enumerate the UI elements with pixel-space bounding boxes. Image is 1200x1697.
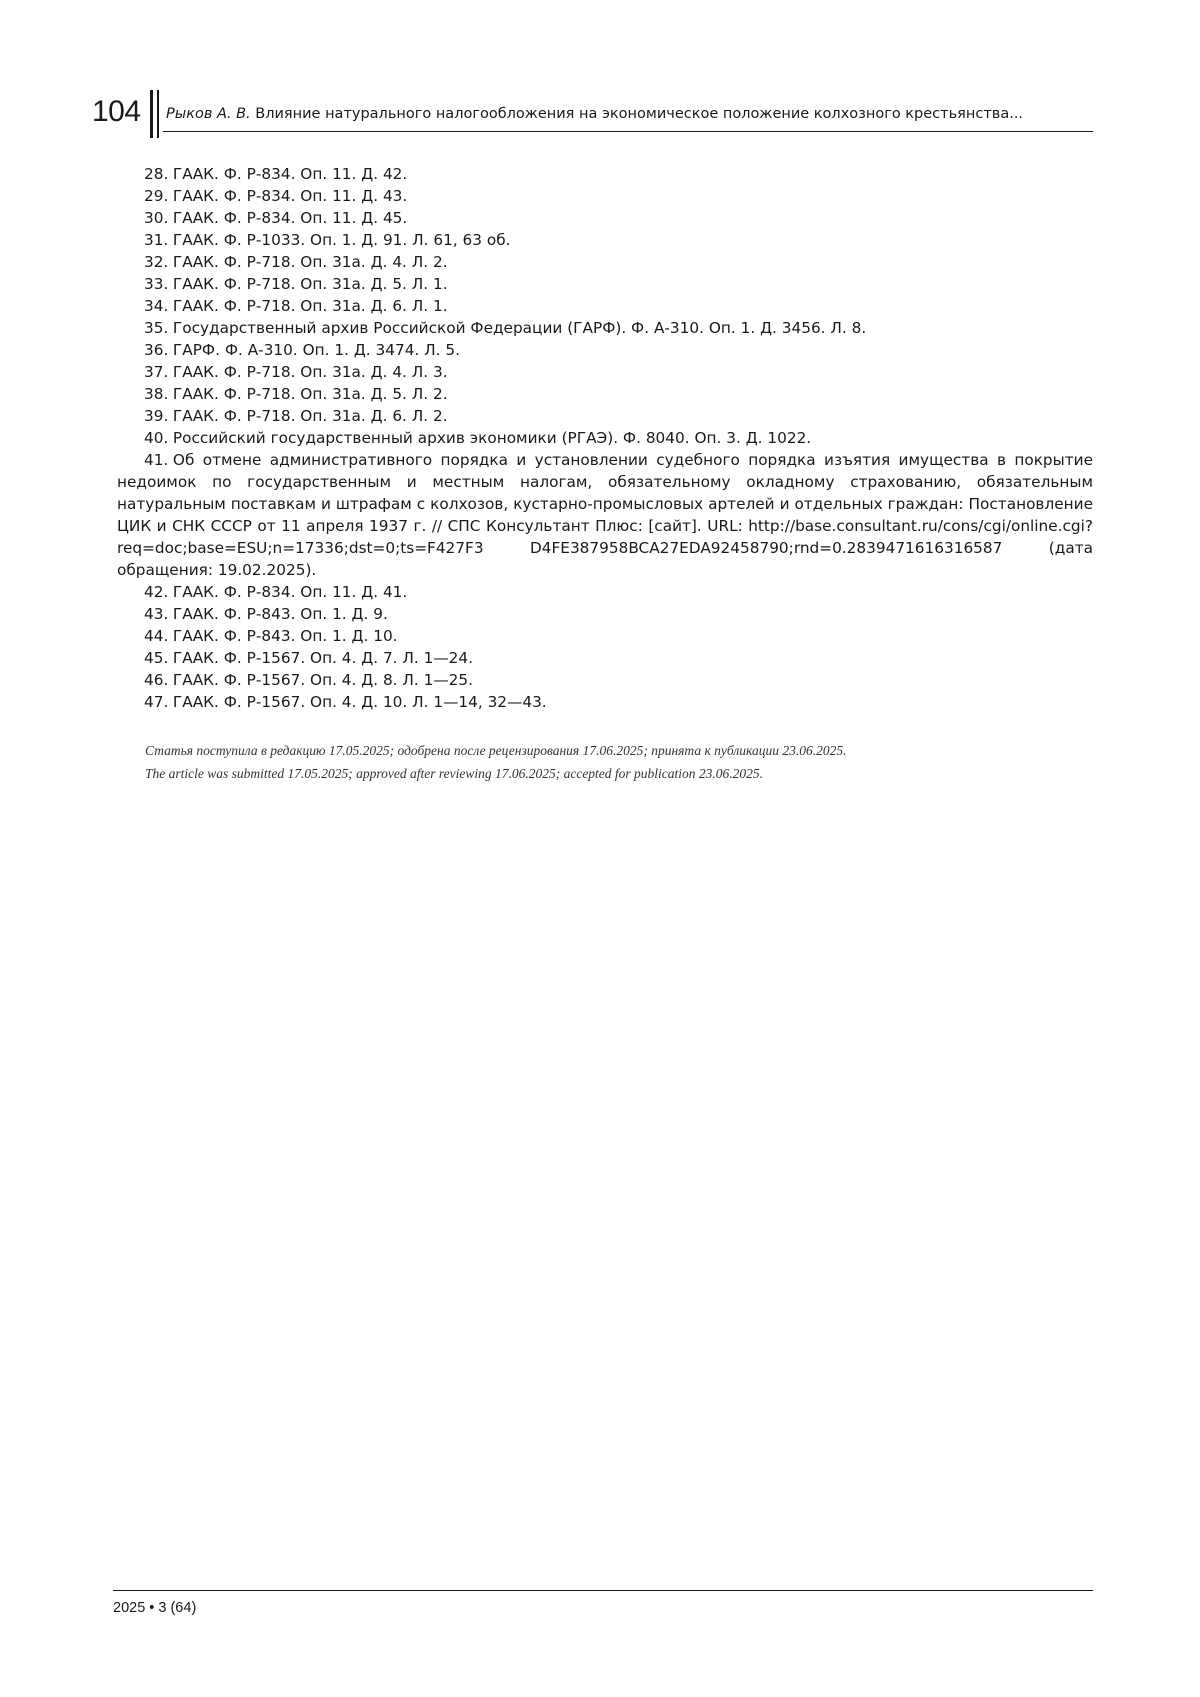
reference-number: 44. (144, 627, 169, 645)
reference-item (117, 603, 1093, 625)
reference-number: 33. (144, 275, 169, 293)
reference-number: 41. (144, 451, 169, 469)
reference-number: 46. (144, 671, 169, 689)
reference-item (117, 229, 1093, 251)
reference-item (117, 581, 1093, 603)
reference-item (117, 273, 1093, 295)
reference-number: 34. (144, 297, 169, 315)
reference-item (117, 317, 1093, 339)
reference-text: ГААК. Ф. Р-834. Оп. 11. Д. 43. (172, 187, 408, 205)
reference-number: 36. (144, 341, 169, 359)
running-head (166, 103, 1091, 125)
article-dates (145, 739, 1095, 785)
reference-text: ГААК. Ф. Р-843. Оп. 1. Д. 10. (172, 627, 398, 645)
reference-item (117, 207, 1093, 229)
page-number: 104 (92, 95, 141, 128)
reference-text: ГААК. Ф. Р-718. Оп. 31а. Д. 5. Л. 1. (172, 275, 448, 293)
reference-item (117, 669, 1093, 691)
header-divider-bar-thin (157, 90, 159, 138)
reference-item (117, 295, 1093, 317)
reference-item (117, 383, 1093, 405)
reference-item (117, 163, 1093, 185)
reference-text: ГААК. Ф. Р-1033. Оп. 1. Д. 91. Л. 61, 63 об. (172, 231, 511, 249)
reference-item (117, 691, 1093, 713)
reference-number: 45. (144, 649, 169, 667)
reference-text: ГААК. Ф. Р-718. Оп. 31а. Д. 6. Л. 1. (172, 297, 448, 315)
reference-number: 43. (144, 605, 169, 623)
article-dates-en: The article was submitted 17.05.2025; approved after reviewing 17.06.2025; accepted for publication 23.06.2025. (145, 766, 764, 781)
reference-text: ГААК. Ф. Р-1567. Оп. 4. Д. 10. Л. 1—14, 32—43. (172, 693, 547, 711)
running-head-author: Рыков А. В. (166, 106, 251, 122)
reference-text: ГААК. Ф. Р-718. Оп. 31а. Д. 6. Л. 2. (172, 407, 448, 425)
reference-number: 29. (144, 187, 169, 205)
reference-text: ГААК. Ф. Р-834. Оп. 11. Д. 42. (172, 165, 408, 183)
footer-issue: 2025 • 3 (64) (113, 1600, 197, 1616)
reference-number: 30. (144, 209, 169, 227)
reference-item (117, 361, 1093, 383)
reference-text: Государственный архив Российской Федерации (ГАРФ). Ф. А-310. Оп. 1. Д. 3456. Л. 8. (172, 319, 867, 337)
reference-item (117, 625, 1093, 647)
reference-text: Российский государственный архив экономики (РГАЭ). Ф. 8040. Оп. 3. Д. 1022. (172, 429, 812, 447)
reference-text: ГААК. Ф. Р-1567. Оп. 4. Д. 8. Л. 1—25. (172, 671, 473, 689)
reference-text: Об отмене административного порядка и установлении судебного порядка изъятия имущества в покрытие недоимок по государственным и местным налогам, обязательному окладному страхованию, обязательным натуральным поставкам и штрафам с колхозов, кустарно-промысловых артелей и отдельных граждан: Постановление ЦИК и СНК СССР от 11 апреля 1937 г. // СПС Консультант Плюс: [сайт]. URL: http://base.consultant.ru/cons/cgi/online.cgi?req=doc;base=ESU;n=17336;dst=0;ts=F427F3 D4FE387958BCA27EDA92458790;rnd=0.2839471616316587 (дата обращения: 19.02.2025). (117, 451, 1093, 579)
header-rule (163, 131, 1093, 132)
reference-item (117, 647, 1093, 669)
footer-rule (113, 1590, 1093, 1591)
reference-number: 37. (144, 363, 169, 381)
reference-text: ГААК. Ф. Р-1567. Оп. 4. Д. 7. Л. 1—24. (172, 649, 473, 667)
article-dates-ru: Статья поступила в редакцию 17.05.2025; одобрена после рецензирования 17.06.2025; принята к публикации 23.06.2025. (145, 743, 847, 758)
reference-item (117, 405, 1093, 427)
reference-number: 35. (144, 319, 169, 337)
reference-text: ГААК. Ф. Р-718. Оп. 31а. Д. 4. Л. 3. (172, 363, 448, 381)
reference-text: ГААК. Ф. Р-718. Оп. 31а. Д. 5. Л. 2. (172, 385, 448, 403)
reference-number: 32. (144, 253, 169, 271)
reference-number: 39. (144, 407, 169, 425)
reference-number: 38. (144, 385, 169, 403)
reference-text: ГААК. Ф. Р-718. Оп. 31а. Д. 4. Л. 2. (172, 253, 448, 271)
reference-item (117, 185, 1093, 207)
reference-item (117, 251, 1093, 273)
reference-text: ГАРФ. Ф. А-310. Оп. 1. Д. 3474. Л. 5. (172, 341, 460, 359)
header-divider-bar (150, 90, 153, 138)
reference-number: 40. (144, 429, 169, 447)
running-head-title: Влияние натурального налогообложения на экономическое положение колхозного крестьянства... (255, 106, 1024, 122)
reference-number: 31. (144, 231, 169, 249)
reference-number: 47. (144, 693, 169, 711)
reference-item (117, 339, 1093, 361)
reference-text: ГААК. Ф. Р-834. Оп. 11. Д. 41. (172, 583, 408, 601)
reference-text: ГААК. Ф. Р-834. Оп. 11. Д. 45. (172, 209, 408, 227)
reference-number: 42. (144, 583, 169, 601)
reference-item (117, 427, 1093, 449)
reference-item (117, 449, 1093, 581)
reference-list (117, 163, 1093, 713)
reference-number: 28. (144, 165, 169, 183)
reference-text: ГААК. Ф. Р-843. Оп. 1. Д. 9. (172, 605, 388, 623)
